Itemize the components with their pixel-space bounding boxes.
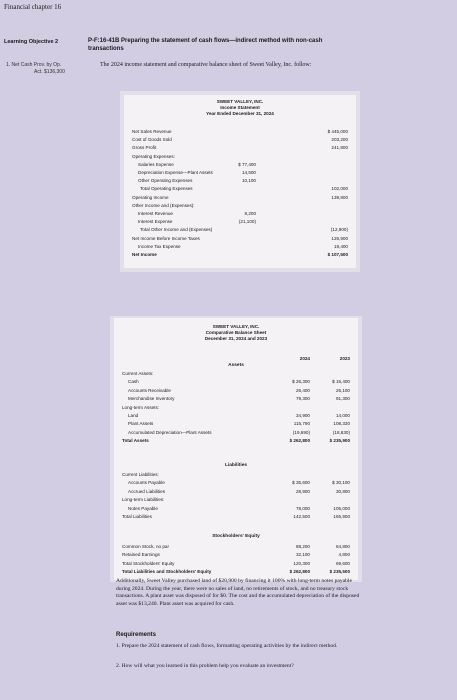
row-label: Salaries Expense [138, 161, 174, 167]
row-label: Accrued Liabilities [128, 488, 166, 494]
intro-text: The 2024 income statement and comparative balance sheet of Sweet Valley, Inc. follow: [100, 62, 312, 68]
value-2024: $ 26,300 [292, 379, 310, 385]
balance-sheet-year-header [122, 356, 352, 362]
value-2024: 115,790 [293, 421, 310, 427]
year-2024-header: 2024 [299, 356, 310, 361]
row-label: Cash [128, 379, 139, 385]
equity-heading: Stockholders' Equity [212, 534, 260, 539]
row-label: Current Assets: [122, 371, 154, 376]
balance-sheet-row [122, 421, 352, 427]
income-statement-row [132, 178, 350, 184]
row-label: Other Operating Expenses [138, 178, 193, 184]
row-label: Total Stockholders' Equity [122, 560, 175, 566]
row-label: Income Tax Expense [138, 243, 181, 249]
value-2023: 165,900 [333, 514, 350, 519]
row-label: Current Liabilities: [122, 472, 159, 477]
value-2023: $ 235,500 [329, 569, 350, 575]
side-note [6, 62, 78, 76]
balance-sheet [110, 316, 362, 582]
chapter-header: Financial chapter 16 [4, 3, 62, 11]
income-statement-row [132, 203, 350, 209]
row-label: Notes Payable [128, 505, 158, 511]
value-2024: 26,400 [295, 387, 310, 393]
row-label: Interest Revenue [138, 211, 173, 216]
value-2024: 79,300 [295, 396, 310, 402]
row-label: Accounts Receivable [128, 387, 171, 393]
income-statement-row [132, 170, 350, 176]
row-label: Accounts Payable [128, 480, 165, 486]
balance-sheet-row [122, 489, 352, 495]
value-2023: 30,800 [335, 488, 350, 494]
balance-sheet-row [122, 413, 352, 419]
value-2023: 4,800 [338, 552, 350, 558]
requirement-2: 2. How will what you learned in this problem help you evaluate an investment? [116, 663, 294, 669]
balance-sheet-title1: SWEET VALLEY, INC. [212, 324, 260, 329]
balance-sheet-row [122, 438, 352, 444]
side-note-line2: Act. $136,300 [34, 69, 65, 75]
row-label: Total Assets [122, 438, 149, 444]
income-statement-row [132, 227, 350, 233]
value-2024: 142,500 [293, 514, 310, 519]
income-statement-row [132, 186, 350, 192]
balance-sheet-row [122, 561, 352, 567]
side-note-line1: 1. Net Cash Prov. by Op. [6, 62, 62, 68]
income-statement-row [132, 154, 350, 160]
problem-title: Preparing the statement of cash flows—indirect method with non-cash transactions [88, 38, 323, 52]
row-label: Operating Expenses: [132, 153, 175, 159]
row-amount-inner: 10,100 [241, 178, 256, 184]
row-label: Net Income Before Income Taxes [132, 235, 200, 241]
income-statement-title1: SWEET VALLEY, INC. [216, 99, 264, 104]
value-2024: $ 262,800 [289, 438, 310, 444]
requirement-1: 1. Prepare the 2024 statement of cash flows, formatting operating activities by the indirect method. [116, 643, 338, 649]
balance-sheet-title3: December 31, 2024 and 2023 [204, 335, 268, 341]
income-statement-row [132, 252, 350, 258]
balance-sheet-row [122, 544, 352, 550]
row-label: Long-term Assets: [122, 404, 160, 410]
balance-sheet-row [122, 497, 352, 503]
balance-sheet-row [122, 480, 352, 486]
row-label: Cost of Goods Sold [132, 137, 172, 143]
row-label: Total Liabilities [122, 514, 152, 519]
income-statement-row [132, 129, 350, 135]
value-2023: 14,000 [335, 413, 350, 418]
row-amount-total: 126,900 [331, 235, 348, 241]
row-label: Total Operating Expenses [140, 186, 193, 192]
liabilities-heading: Liabilities [224, 463, 248, 468]
row-label: Net Income [132, 252, 157, 257]
row-label: Common Stock, no par [122, 544, 169, 549]
additional-info: Additionally, Sweet Valley purchased land of $20,900 by financing it 100% with long-term notes payable during 2024. During the year, there were no sales of land, no retirements of stock, and no treasury stock transactions. A plant asset was disposed of for $0. The cost and the accumulated depreciation of the disposed asset was $13,240. Plant asset was acquired for cash. [116, 578, 360, 607]
row-label: Interest Expense [138, 219, 173, 225]
balance-sheet-row [122, 506, 352, 512]
row-label: Depreciation Expense—Plant Assets [138, 170, 213, 175]
row-label: Land [128, 413, 139, 418]
value-2024: (19,690) [292, 429, 310, 435]
row-label: Total Liabilities and Stockholders' Equity [122, 569, 212, 575]
assets-heading: Assets [228, 363, 244, 368]
row-amount-total: (12,900) [330, 227, 348, 233]
value-2023: 91,300 [335, 396, 350, 402]
value-2024: 78,000 [295, 505, 310, 511]
row-label: Gross Profit [132, 145, 157, 151]
learning-objective: Learning Objective 2 [4, 39, 59, 45]
income-statement-title3: Year Ended December 31, 2024 [206, 110, 274, 116]
row-amount-total: 139,800 [331, 194, 348, 200]
row-label: Long-term Liabilities: [122, 497, 165, 503]
value-2023: 108,330 [333, 421, 350, 427]
balance-sheet-row [122, 371, 352, 377]
row-amount-inner: 8,200 [244, 211, 256, 216]
balance-sheet-row [122, 396, 352, 402]
value-2023: $ 235,900 [329, 438, 350, 444]
row-label: Net Sales Revenue [132, 129, 172, 134]
balance-sheet-row [122, 379, 352, 385]
value-2024: 32,100 [295, 552, 310, 558]
row-amount-total: 241,800 [331, 145, 348, 151]
row-label: Accumulated Depreciation—Plant Assets [128, 429, 212, 435]
income-statement-row [132, 211, 350, 217]
value-2023: $ 15,400 [332, 379, 350, 385]
balance-sheet-row [122, 472, 352, 478]
balance-sheet-row [122, 552, 352, 558]
value-2023: 105,000 [333, 505, 350, 511]
row-label: Merchandise Inventory [128, 396, 175, 402]
income-statement-title2: Income Statement [220, 104, 260, 110]
row-amount-inner: (21,100) [238, 219, 256, 225]
balance-sheet-title2: Comparative Balance Sheet [205, 329, 267, 335]
income-statement [120, 91, 360, 272]
value-2023: 64,800 [335, 544, 350, 549]
income-statement-row [132, 137, 350, 143]
value-2024: $ 35,600 [292, 480, 310, 486]
income-statement-row [132, 145, 350, 151]
row-amount-total: $ 107,500 [327, 252, 348, 257]
balance-sheet-row [122, 405, 352, 411]
row-amount-inner: 14,500 [241, 170, 256, 175]
income-statement-row [132, 219, 350, 225]
value-2023: $ 30,100 [332, 480, 350, 486]
income-statement-row [132, 195, 350, 201]
income-statement-row [132, 236, 350, 242]
row-label: Other Income and (Expenses): [132, 202, 195, 208]
balance-sheet-row [122, 569, 352, 575]
value-2024: $ 262,800 [289, 569, 310, 575]
row-amount-total: 203,200 [331, 137, 348, 143]
value-2023: (18,630) [332, 429, 350, 435]
value-2023: 25,100 [335, 387, 350, 393]
value-2024: 28,900 [295, 488, 310, 494]
row-label: Operating Income [132, 194, 169, 200]
row-amount-total: $ 445,000 [327, 129, 348, 134]
value-2024: 34,900 [295, 413, 310, 418]
row-amount-inner: $ 77,400 [238, 161, 256, 167]
value-2024: 120,300 [293, 560, 310, 566]
income-statement-row [132, 162, 350, 168]
row-label: Plant Assets [128, 421, 154, 427]
balance-sheet-row [122, 514, 352, 520]
problem-number: P-F:16-41B [88, 38, 120, 44]
income-statement-row [132, 244, 350, 250]
requirements-heading: Requirements [116, 632, 157, 638]
value-2024: 88,200 [295, 544, 310, 549]
value-2023: 69,600 [335, 560, 350, 566]
row-amount-total: 102,000 [331, 186, 348, 192]
row-label: Total Other Income and (Expenses) [140, 227, 213, 233]
balance-sheet-row [122, 430, 352, 436]
row-amount-total: 19,400 [333, 243, 348, 249]
year-2023-header: 2023 [339, 356, 350, 361]
problem-heading [88, 37, 358, 53]
row-label: Retained Earnings [122, 552, 160, 558]
balance-sheet-row [122, 388, 352, 394]
